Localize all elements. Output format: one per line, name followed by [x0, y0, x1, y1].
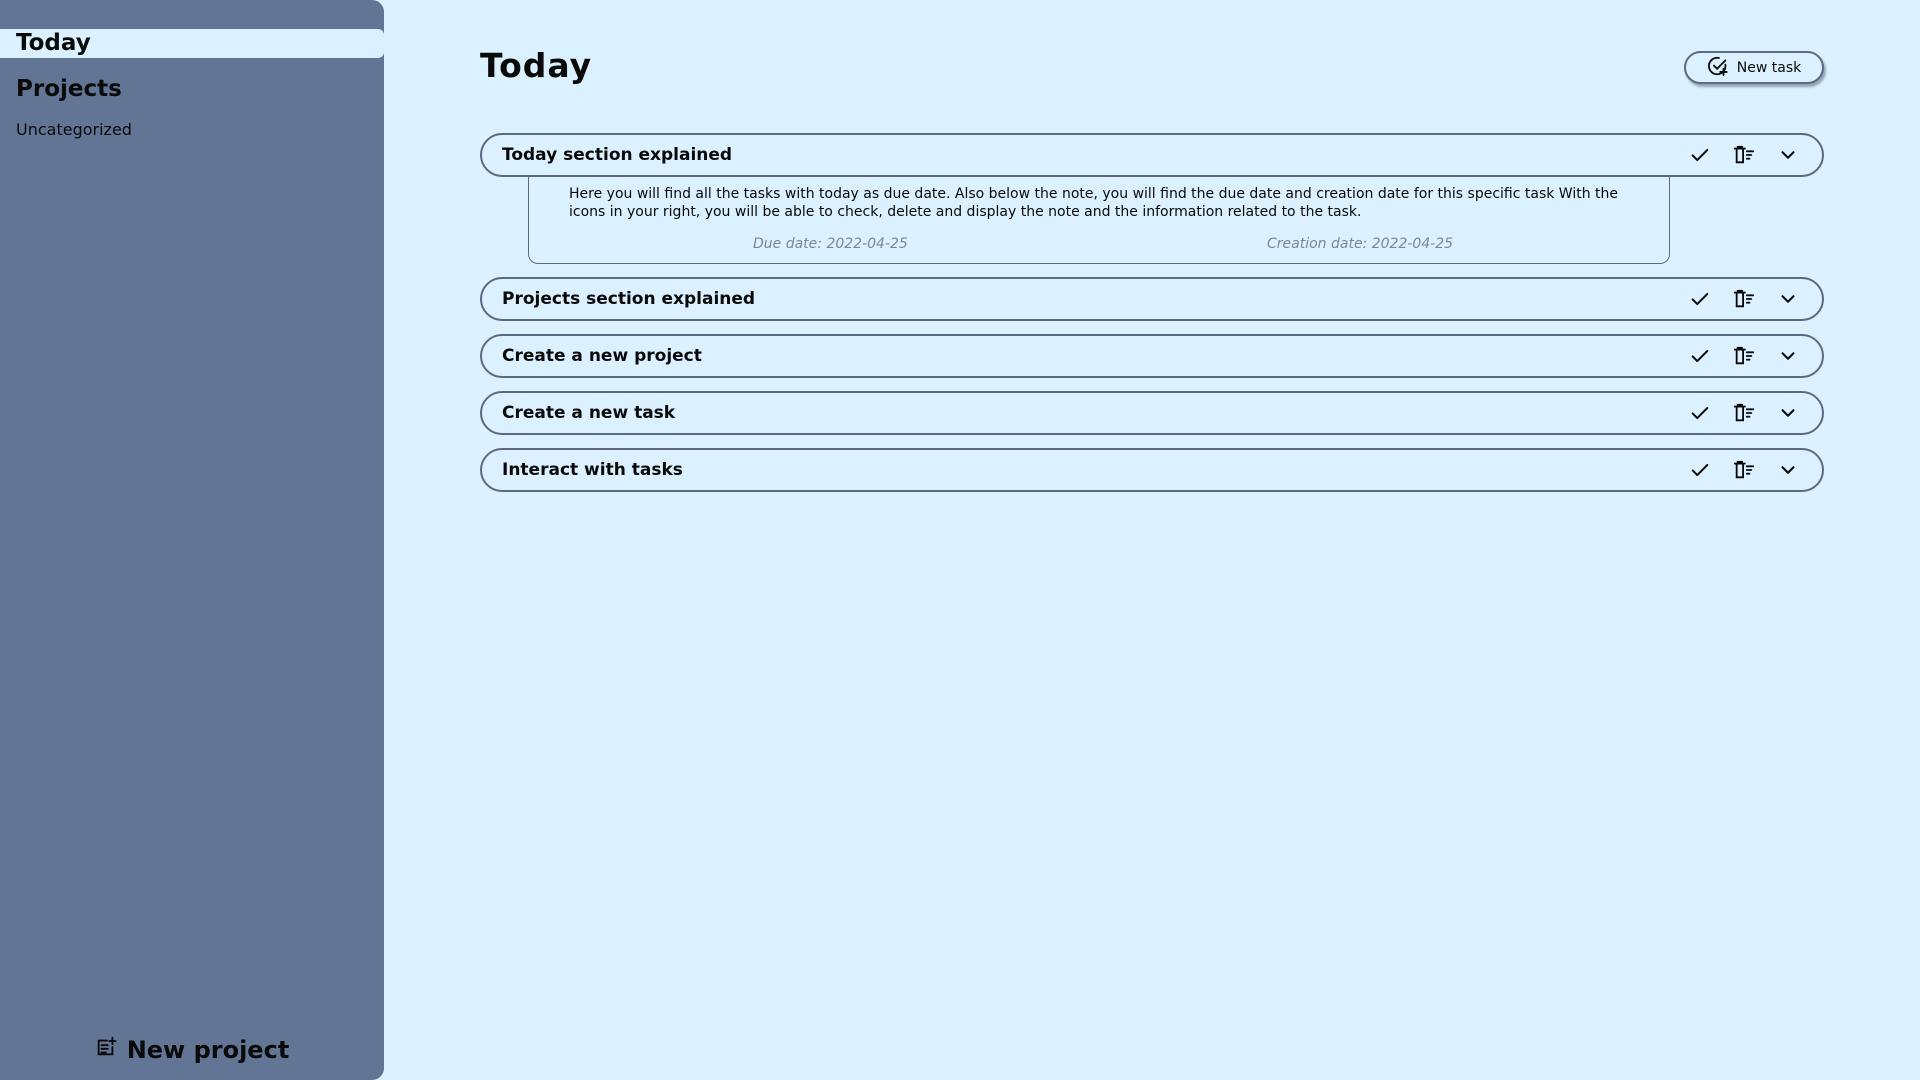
- task-title: Interact with tasks: [502, 460, 683, 480]
- delete-icon[interactable]: [1732, 401, 1756, 425]
- projects-heading: Projects: [16, 76, 122, 102]
- task-title: Create a new task: [502, 403, 676, 423]
- task-item[interactable]: [480, 277, 1824, 321]
- task-detail-panel: [528, 176, 1670, 264]
- sidebar-item-uncategorized[interactable]: Uncategorized: [16, 120, 132, 139]
- task-item[interactable]: [480, 391, 1824, 435]
- new-task-button[interactable]: [1684, 51, 1824, 84]
- check-icon[interactable]: [1688, 458, 1712, 482]
- chevron-down-icon[interactable]: [1776, 344, 1800, 368]
- task-item[interactable]: [480, 133, 1824, 177]
- delete-icon[interactable]: [1732, 287, 1756, 311]
- sidebar-item-today[interactable]: Today: [0, 29, 384, 58]
- check-icon[interactable]: [1688, 401, 1712, 425]
- check-icon[interactable]: [1688, 143, 1712, 167]
- new-task-label: New task: [1736, 59, 1802, 76]
- due-date: Due date: 2022-04-25: [753, 236, 908, 252]
- task-title: Today section explained: [502, 145, 733, 165]
- delete-icon[interactable]: [1732, 143, 1756, 167]
- task-title: Projects section explained: [502, 289, 756, 309]
- chevron-down-icon[interactable]: [1776, 143, 1800, 167]
- chevron-down-icon[interactable]: [1776, 287, 1800, 311]
- check-icon[interactable]: [1688, 344, 1712, 368]
- note-add-icon: [95, 1036, 117, 1064]
- chevron-down-icon[interactable]: [1776, 401, 1800, 425]
- creation-date: Creation date: 2022-04-25: [1267, 236, 1454, 252]
- task-note: Here you will find all the tasks with today as due date. Also below the note, you will find the due date and creation date for this specific task With the icons in your right, you will be able to check, delete and display the note and the information related to the task.: [569, 186, 1619, 220]
- task-item[interactable]: [480, 448, 1824, 492]
- new-project-label: New project: [126, 1036, 290, 1064]
- check-plus-icon: [1707, 55, 1729, 81]
- new-project-button[interactable]: [0, 1032, 384, 1068]
- chevron-down-icon[interactable]: [1776, 458, 1800, 482]
- delete-icon[interactable]: [1732, 344, 1756, 368]
- page-title: Today: [480, 46, 593, 85]
- check-icon[interactable]: [1688, 287, 1712, 311]
- sidebar: [0, 0, 384, 1080]
- main-content: [384, 0, 1920, 1080]
- task-item[interactable]: [480, 334, 1824, 378]
- task-title: Create a new project: [502, 346, 702, 366]
- delete-icon[interactable]: [1732, 458, 1756, 482]
